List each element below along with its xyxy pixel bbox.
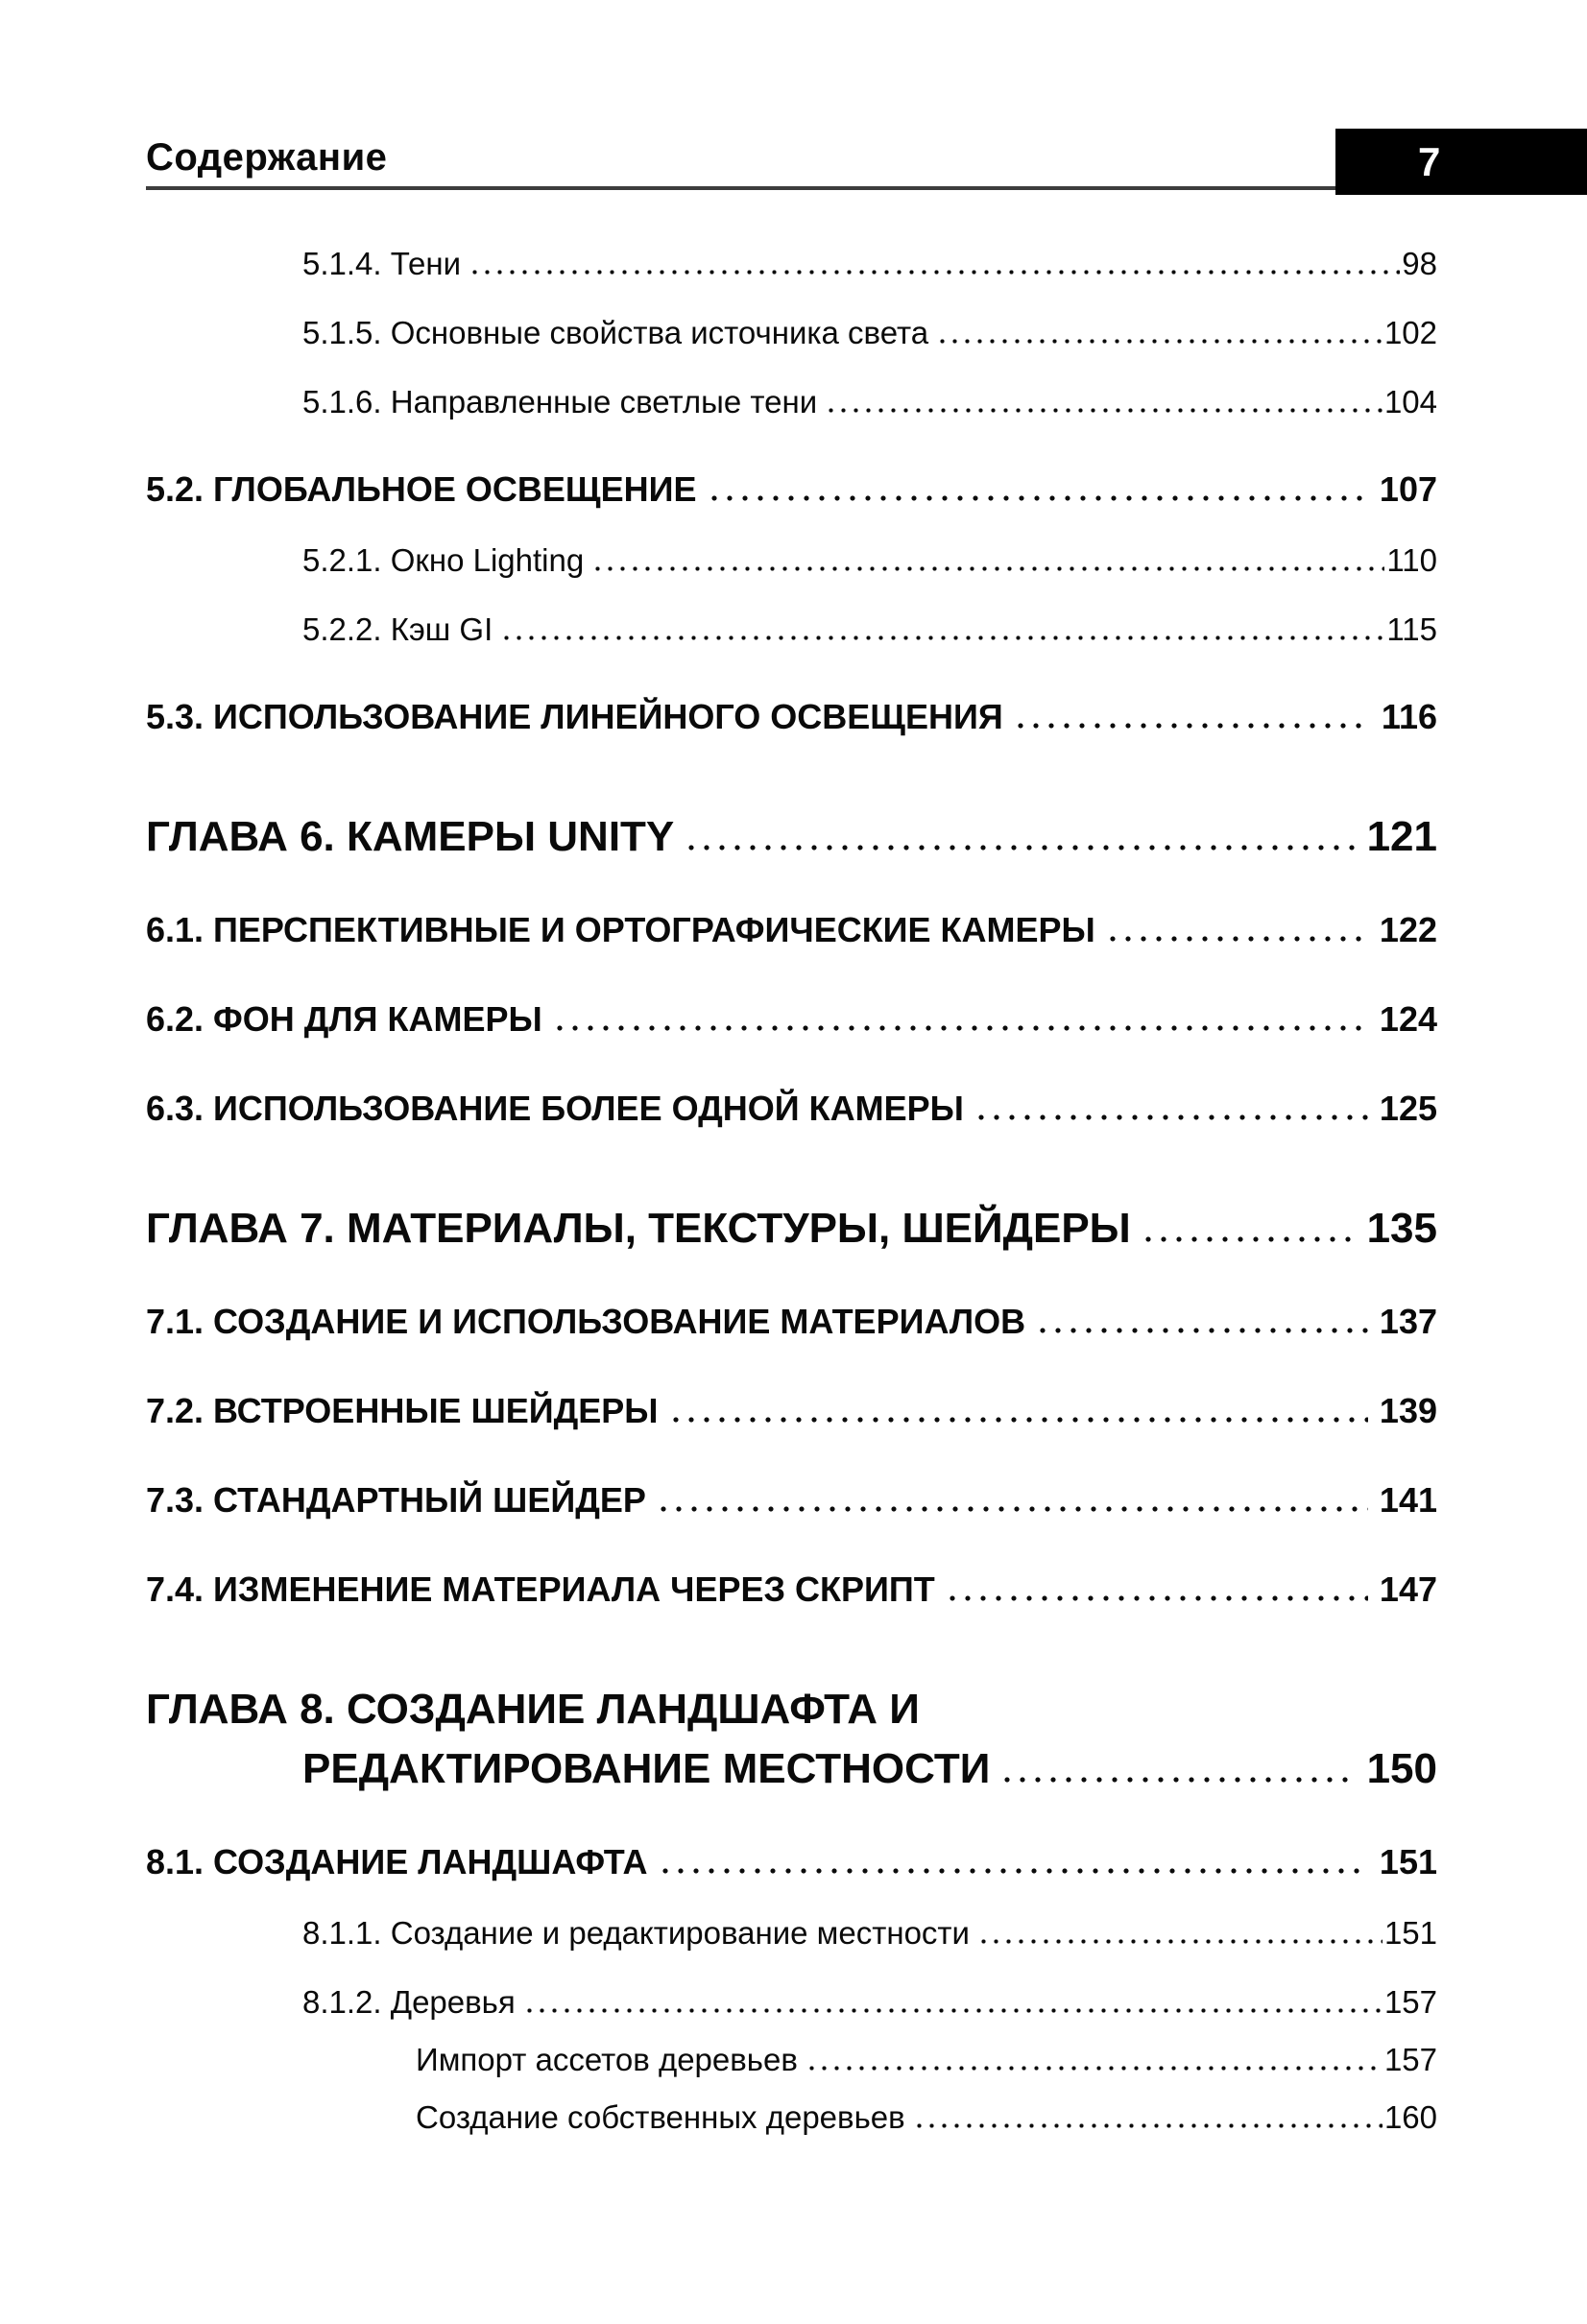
toc-entry	[146, 539, 1437, 582]
dot-leader	[913, 2123, 1383, 2128]
toc-entry-label: 5.2.1. Окно Lighting	[302, 542, 585, 578]
toc-entry-label: РЕДАКТИРОВАНИЕ МЕСТНОСТИ	[302, 1745, 991, 1792]
dot-leader	[552, 1025, 1368, 1031]
toc-entry-label: ГЛАВА 6. КАМЕРЫ UNITY	[146, 813, 675, 860]
toc-entry-label: 5.1.4. Тени	[302, 246, 462, 281]
toc-entry-label: 5.2.2. Кэш GI	[302, 611, 493, 647]
toc-entry	[146, 1388, 1437, 1434]
toc-entry-label: 8.1. СОЗДАНИЕ ЛАНДШАФТА	[146, 1842, 648, 1881]
toc-entry-page: 151	[1379, 1842, 1437, 1881]
toc-entry-page: 116	[1381, 697, 1437, 736]
toc-entry	[146, 1683, 1437, 1796]
toc-entry-page: 110	[1386, 542, 1437, 578]
toc-entry	[146, 810, 1437, 864]
toc-entry-line1	[146, 1683, 1437, 1737]
toc-entry	[146, 907, 1437, 953]
dot-leader	[945, 1595, 1368, 1601]
dot-leader	[658, 1868, 1368, 1874]
dot-leader	[974, 1114, 1368, 1120]
toc-entry-label: 6.1. ПЕРСПЕКТИВНЫЕ И ОРТОГРАФИЧЕСКИЕ КАМЕРЫ	[146, 910, 1095, 949]
toc-entry-page: 139	[1379, 1391, 1437, 1430]
toc-entry-page: 135	[1366, 1205, 1437, 1252]
toc-entry-label: 5.1.5. Основные свойства источника света	[302, 315, 929, 350]
dot-leader	[1141, 1236, 1356, 1242]
toc-entry	[146, 312, 1437, 354]
toc-entry	[146, 381, 1437, 423]
dot-leader	[668, 1417, 1368, 1423]
toc-entry	[146, 1477, 1437, 1523]
toc-entry-page: 115	[1386, 611, 1437, 647]
dot-leader	[684, 845, 1355, 851]
toc-entry-page: 137	[1379, 1302, 1437, 1341]
toc-entry-label: 6.3. ИСПОЛЬЗОВАНИЕ БОЛЕЕ ОДНОЙ КАМЕРЫ	[146, 1089, 964, 1128]
toc-entry-label: Импорт ассетов деревьев	[416, 2042, 798, 2077]
toc-entry	[146, 609, 1437, 651]
toc-entry-label: 8.1.1. Создание и редактирование местности	[302, 1915, 970, 1951]
dot-leader	[1013, 723, 1370, 729]
toc-entry-label: 6.2. ФОН ДЛЯ КАМЕРЫ	[146, 999, 542, 1039]
toc-entry-label: 7.3. СТАНДАРТНЫЙ ШЕЙДЕР	[146, 1480, 646, 1520]
toc-entry-label: ГЛАВА 7. МАТЕРИАЛЫ, ТЕКСТУРЫ, ШЕЙДЕРЫ	[146, 1205, 1131, 1252]
toc-entry-page: 150	[1366, 1745, 1437, 1792]
dot-leader	[999, 1777, 1355, 1783]
dot-leader	[469, 270, 1400, 275]
toc-entry-label: 8.1.2. Деревья	[302, 1984, 516, 2020]
toc-entry	[146, 1299, 1437, 1345]
dot-leader	[591, 566, 1384, 571]
toc-entry-label: 7.2. ВСТРОЕННЫЕ ШЕЙДЕРЫ	[146, 1391, 659, 1430]
toc-entry-page: 102	[1383, 315, 1437, 350]
page-heading: Содержание	[146, 136, 388, 179]
toc-entry-page: 107	[1379, 469, 1437, 509]
toc-entry	[146, 2039, 1437, 2081]
dot-leader	[523, 2008, 1383, 2013]
dot-leader	[806, 2066, 1383, 2071]
toc-entry-page: 124	[1379, 999, 1437, 1039]
toc-entry	[146, 1202, 1437, 1256]
toc-entry-line2	[146, 1742, 1437, 1796]
toc-entry-page: 104	[1383, 384, 1437, 419]
page-number-tab	[1335, 129, 1587, 195]
dot-leader	[500, 635, 1384, 640]
toc-entry-page: 141	[1379, 1480, 1437, 1520]
dot-leader	[1105, 936, 1368, 942]
toc-entry-label: 7.4. ИЗМЕНЕНИЕ МАТЕРИАЛА ЧЕРЕЗ СКРИПТ	[146, 1569, 935, 1609]
toc-entry-page: 160	[1383, 2099, 1437, 2135]
toc-entry-page: 157	[1383, 2042, 1437, 2077]
page-number: 7	[1418, 138, 1441, 184]
toc-entry	[146, 1086, 1437, 1132]
dot-leader	[977, 1939, 1383, 1944]
toc-entry-label: Создание собственных деревьев	[416, 2099, 905, 2135]
toc-entry-label: 7.1. СОЗДАНИЕ И ИСПОЛЬЗОВАНИЕ МАТЕРИАЛОВ	[146, 1302, 1026, 1341]
toc-entry-page: 157	[1383, 1984, 1437, 2020]
dot-leader	[707, 495, 1368, 501]
page-header	[0, 0, 1587, 194]
toc-list	[0, 194, 1587, 2139]
dot-leader	[1035, 1328, 1368, 1333]
toc-entry-page: 121	[1366, 813, 1437, 860]
toc-entry-label: 5.3. ИСПОЛЬЗОВАНИЕ ЛИНЕЙНОГО ОСВЕЩЕНИЯ	[146, 697, 1003, 736]
toc-entry	[146, 1981, 1437, 2024]
toc-entry	[146, 1567, 1437, 1613]
toc-entry	[146, 996, 1437, 1042]
toc-entry-label: 5.2. ГЛОБАЛЬНОЕ ОСВЕЩЕНИЕ	[146, 469, 697, 509]
toc-entry-label: 5.1.6. Направленные светлые тени	[302, 384, 818, 419]
toc-entry	[146, 467, 1437, 513]
toc-entry-page: 98	[1402, 246, 1437, 281]
toc-entry	[146, 1839, 1437, 1885]
dot-leader	[936, 339, 1383, 344]
toc-entry	[146, 243, 1437, 285]
toc-entry-page: 125	[1379, 1089, 1437, 1128]
toc-entry-label: ГЛАВА 8. СОЗДАНИЕ ЛАНДШАФТА И	[146, 1686, 920, 1733]
toc-entry-page: 151	[1383, 1915, 1437, 1951]
toc-entry-page: 122	[1379, 910, 1437, 949]
toc-entry	[146, 694, 1437, 740]
toc-entry-page: 147	[1379, 1569, 1437, 1609]
toc-entry	[146, 1912, 1437, 1954]
dot-leader	[656, 1506, 1368, 1512]
dot-leader	[825, 408, 1383, 413]
toc-entry	[146, 2096, 1437, 2139]
